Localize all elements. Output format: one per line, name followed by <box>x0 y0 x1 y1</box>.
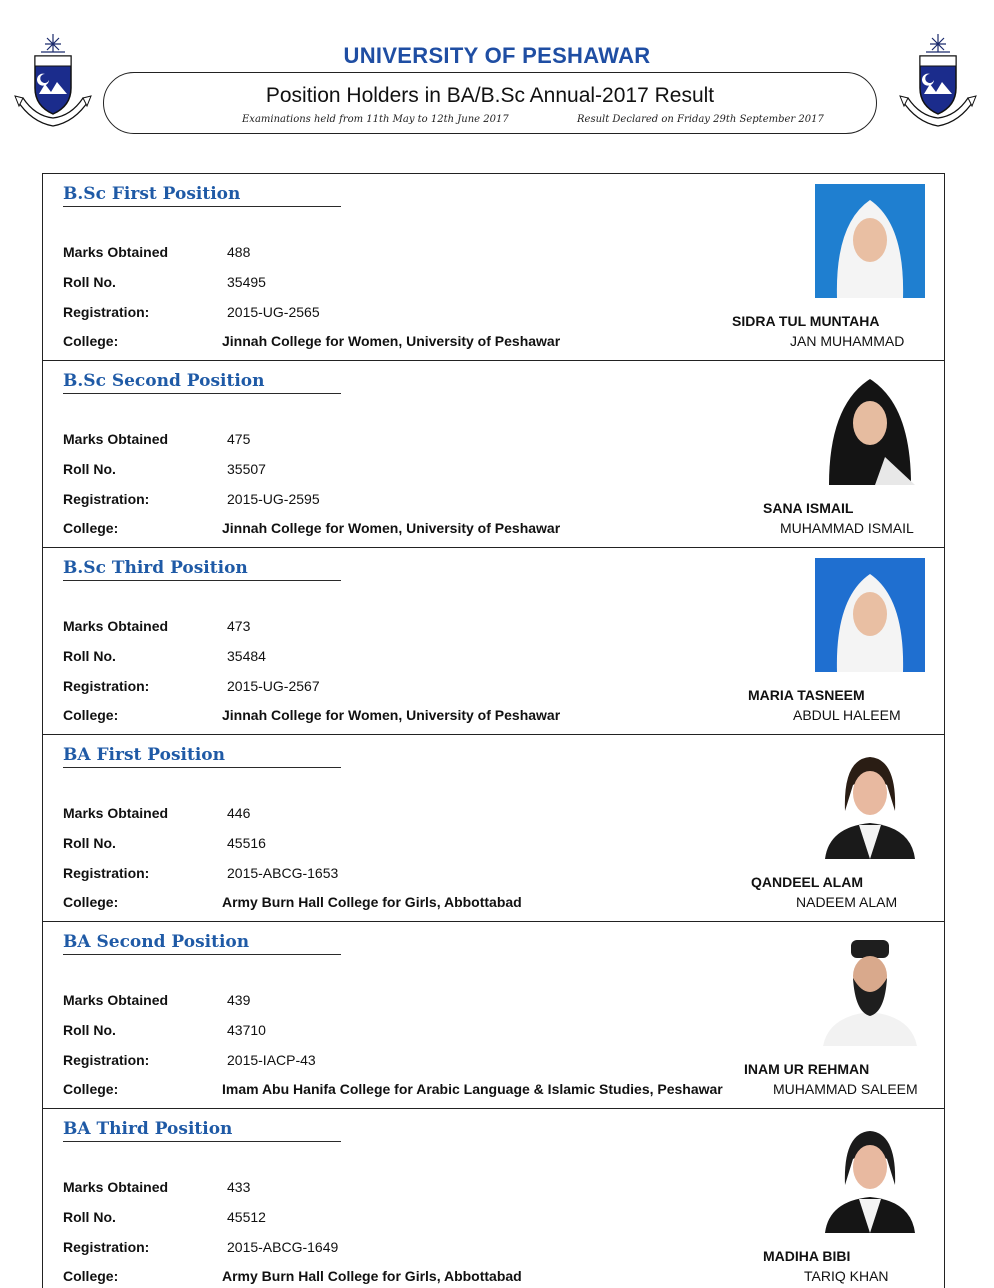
position-title: B.Sc First Position <box>63 184 241 204</box>
college-value: Army Burn Hall College for Girls, Abbottabad <box>222 1268 522 1284</box>
college-label: College: <box>63 894 119 910</box>
marks-value: 439 <box>227 992 251 1008</box>
roll-value: 45516 <box>227 835 266 851</box>
title-underline <box>63 206 341 207</box>
marks-value: 433 <box>227 1179 251 1195</box>
student-name: SANA ISMAIL <box>763 500 854 516</box>
position-title: BA Second Position <box>63 932 250 952</box>
college-label: College: <box>63 520 119 536</box>
student-name: SIDRA TUL MUNTAHA <box>732 313 880 329</box>
father-name: TARIQ KHAN <box>804 1268 889 1284</box>
university-title: UNIVERSITY OF PESHAWAR <box>343 43 651 68</box>
registration-label: Registration: <box>63 304 150 320</box>
position-title: BA Third Position <box>63 1119 233 1139</box>
student-photo <box>815 1119 925 1233</box>
roll-value: 35484 <box>227 648 266 664</box>
marks-label: Marks Obtained <box>63 992 169 1008</box>
student-photo <box>815 932 925 1046</box>
header-banner <box>103 72 877 134</box>
college-value: Army Burn Hall College for Girls, Abbottabad <box>222 894 522 910</box>
student-photo <box>815 558 925 672</box>
registration-label: Registration: <box>63 865 150 881</box>
title-underline <box>63 393 341 394</box>
position-title: B.Sc Second Position <box>63 371 265 391</box>
registration-value: 2015-UG-2565 <box>227 304 320 320</box>
father-name: NADEEM ALAM <box>796 894 898 910</box>
student-name: MADIHA BIBI <box>763 1248 851 1264</box>
registration-value: 2015-ABCG-1649 <box>227 1239 339 1255</box>
registration-label: Registration: <box>63 678 150 694</box>
result-declared-date: Result Declared on Friday 29th September 2017 <box>577 114 824 125</box>
registration-value: 2015-UG-2595 <box>227 491 320 507</box>
position-card-3 <box>43 547 944 734</box>
position-card-5 <box>43 921 944 1108</box>
roll-value: 35507 <box>227 461 266 477</box>
father-name: MUHAMMAD SALEEM <box>773 1081 918 1097</box>
father-name: JAN MUHAMMAD <box>790 333 905 349</box>
college-value: Imam Abu Hanifa College for Arabic Language & Islamic Studies, Peshawar <box>222 1081 723 1097</box>
college-value: Jinnah College for Women, University of Peshawar <box>222 520 561 536</box>
position-card-1 <box>43 173 944 360</box>
title-underline <box>63 1141 341 1142</box>
student-name: INAM UR REHMAN <box>744 1061 870 1077</box>
roll-label: Roll No. <box>63 1209 116 1225</box>
university-crest-icon <box>896 30 980 138</box>
college-label: College: <box>63 1268 119 1284</box>
marks-label: Marks Obtained <box>63 618 169 634</box>
registration-label: Registration: <box>63 1052 150 1068</box>
marks-value: 473 <box>227 618 251 634</box>
title-underline <box>63 954 341 955</box>
position-card-6 <box>43 1108 944 1288</box>
roll-label: Roll No. <box>63 274 116 290</box>
marks-value: 488 <box>227 244 251 260</box>
registration-label: Registration: <box>63 1239 150 1255</box>
position-card-2 <box>43 360 944 547</box>
marks-label: Marks Obtained <box>63 1179 169 1195</box>
college-label: College: <box>63 707 119 723</box>
roll-value: 35495 <box>227 274 266 290</box>
father-name: ABDUL HALEEM <box>793 707 901 723</box>
registration-label: Registration: <box>63 491 150 507</box>
marks-label: Marks Obtained <box>63 431 169 447</box>
registration-value: 2015-UG-2567 <box>227 678 320 694</box>
position-title: B.Sc Third Position <box>63 558 248 578</box>
roll-value: 45512 <box>227 1209 266 1225</box>
registration-value: 2015-IACP-43 <box>227 1052 316 1068</box>
roll-label: Roll No. <box>63 648 116 664</box>
student-photo <box>815 184 925 298</box>
position-title: BA First Position <box>63 745 226 765</box>
marks-label: Marks Obtained <box>63 805 169 821</box>
registration-value: 2015-ABCG-1653 <box>227 865 339 881</box>
college-value: Jinnah College for Women, University of Peshawar <box>222 707 561 723</box>
marks-value: 475 <box>227 431 251 447</box>
student-photo <box>815 745 925 859</box>
roll-value: 43710 <box>227 1022 266 1038</box>
student-name: MARIA TASNEEM <box>748 687 865 703</box>
college-label: College: <box>63 1081 119 1097</box>
position-holders-list <box>42 173 945 1288</box>
exam-dates: Examinations held from 11th May to 12th June 2017 <box>242 114 509 125</box>
roll-label: Roll No. <box>63 1022 116 1038</box>
student-name: QANDEEL ALAM <box>751 874 863 890</box>
father-name: MUHAMMAD ISMAIL <box>780 520 914 536</box>
title-underline <box>63 580 341 581</box>
marks-label: Marks Obtained <box>63 244 169 260</box>
title-underline <box>63 767 341 768</box>
page-title: Position Holders in BA/B.Sc Annual-2017 Result <box>265 84 715 107</box>
college-value: Jinnah College for Women, University of Peshawar <box>222 333 561 349</box>
roll-label: Roll No. <box>63 835 116 851</box>
marks-value: 446 <box>227 805 251 821</box>
college-label: College: <box>63 333 119 349</box>
position-card-4 <box>43 734 944 921</box>
student-photo <box>815 371 925 485</box>
roll-label: Roll No. <box>63 461 116 477</box>
